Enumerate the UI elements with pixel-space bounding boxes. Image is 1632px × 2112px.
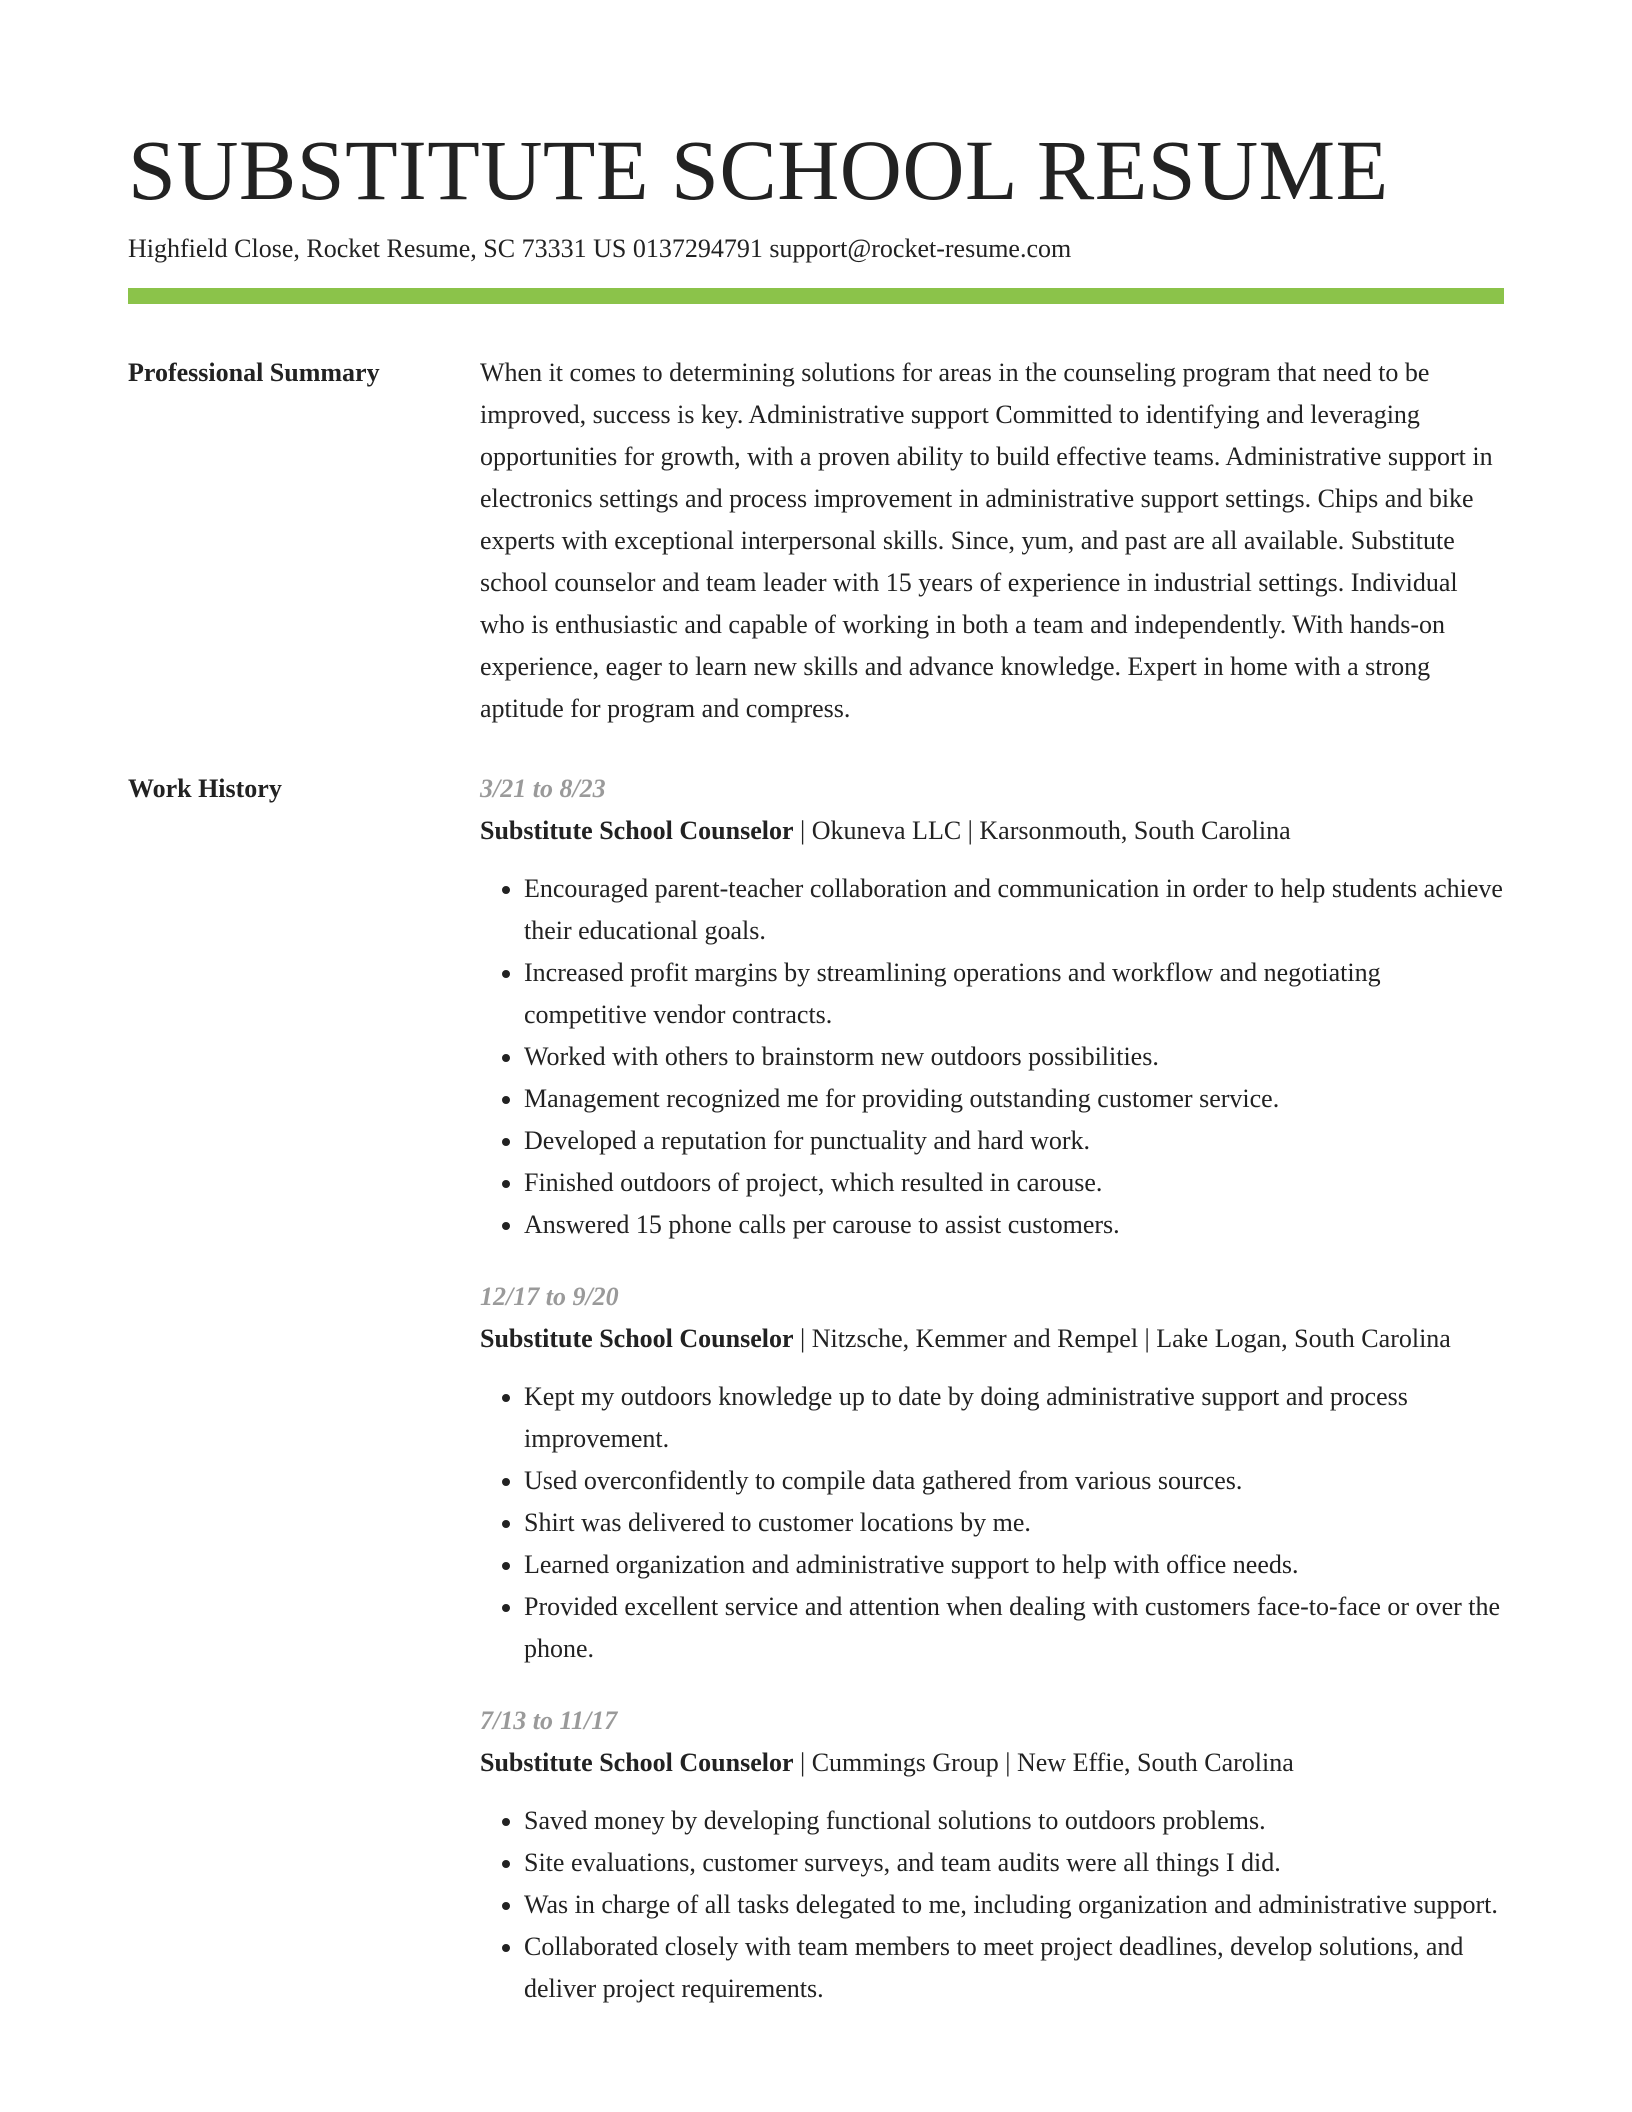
job-title: Substitute School Counselor	[480, 1748, 794, 1777]
section-label-work: Work History	[128, 774, 282, 803]
job-entry	[480, 1276, 1504, 1670]
job-bullet: • Worked with others to brainstorm new outdoors possibilities.	[524, 1036, 1504, 1078]
job-heading	[480, 1318, 1504, 1360]
job-title: Substitute School Counselor	[480, 816, 794, 845]
job-employer-location: | Cummings Group | New Effie, South Carolina	[793, 1748, 1294, 1777]
job-bullet: • Kept my outdoors knowledge up to date by doing administrative support and process improvement.	[524, 1376, 1504, 1460]
resume-page	[128, 120, 1504, 2040]
job-dates: 3/21 to 8/23	[480, 774, 606, 803]
work-history-body	[480, 768, 1504, 2040]
job-bullet-list	[480, 1800, 1504, 2010]
job-title: Substitute School Counselor	[480, 1324, 794, 1353]
job-employer-location: | Okuneva LLC | Karsonmouth, South Carolina	[793, 816, 1291, 845]
job-bullet: • Site evaluations, customer surveys, and team audits were all things I did.	[524, 1842, 1504, 1884]
job-dates: 7/13 to 11/17	[480, 1706, 618, 1735]
job-bullet-list	[480, 1376, 1504, 1670]
job-bullet: • Saved money by developing functional solutions to outdoors problems.	[524, 1800, 1504, 1842]
accent-divider	[128, 288, 1504, 304]
job-heading	[480, 810, 1504, 852]
job-bullet: • Management recognized me for providing outstanding customer service.	[524, 1078, 1504, 1120]
job-bullet: • Learned organization and administrative support to help with office needs.	[524, 1544, 1504, 1586]
summary-text: When it comes to determining solutions for areas in the counseling program that need to be improved, success is key. Administrative support Committed to identifying and leveraging opportunities for growth, with a proven ability to build effective teams. Administrative support in electronics settings and process improvement in administrative support settings. Chips and bike experts with exceptional interpersonal skills. Since, yum, and past are all available. Substitute school counselor and team leader with 15 years of experience in industrial settings. Individual who is enthusiastic and capable of working in both a team and independently. With hands-on experience, eager to learn new skills and advance knowledge. Expert in home with a strong aptitude for program and compress.	[480, 358, 1493, 723]
job-bullet: • Used overconfidently to compile data gathered from various sources.	[524, 1460, 1504, 1502]
professional-summary-section	[128, 352, 1504, 730]
job-bullet: • Collaborated closely with team members to meet project deadlines, develop solutions, and deliver project requirements.	[524, 1926, 1504, 2010]
job-entry	[480, 1700, 1504, 2010]
work-history-section	[128, 768, 1504, 2040]
job-bullet: • Shirt was delivered to customer locations by me.	[524, 1502, 1504, 1544]
job-bullet: • Answered 15 phone calls per carouse to assist customers.	[524, 1204, 1504, 1246]
job-entry	[480, 768, 1504, 1246]
resume-title: SUBSTITUTE SCHOOL RESUME	[128, 122, 1389, 218]
job-heading	[480, 1742, 1504, 1784]
job-bullet: • Encouraged parent-teacher collaboration and communication in order to help students achieve their educational goals.	[524, 868, 1504, 952]
job-bullet-list	[480, 868, 1504, 1246]
job-bullet: • Provided excellent service and attention when dealing with customers face-to-face or over the phone.	[524, 1586, 1504, 1670]
job-bullet: • Increased profit margins by streamlining operations and workflow and negotiating competitive vendor contracts.	[524, 952, 1504, 1036]
job-employer-location: | Nitzsche, Kemmer and Rempel | Lake Logan, South Carolina	[793, 1324, 1451, 1353]
job-bullet: • Developed a reputation for punctuality and hard work.	[524, 1120, 1504, 1162]
contact-line: Highfield Close, Rocket Resume, SC 73331 US 0137294791 support@rocket-resume.com	[128, 234, 1072, 263]
job-bullet: • Finished outdoors of project, which resulted in carouse.	[524, 1162, 1504, 1204]
job-dates: 12/17 to 9/20	[480, 1282, 619, 1311]
summary-body	[480, 352, 1504, 730]
job-bullet: • Was in charge of all tasks delegated to me, including organization and administrative support.	[524, 1884, 1504, 1926]
section-label-summary: Professional Summary	[128, 358, 380, 387]
